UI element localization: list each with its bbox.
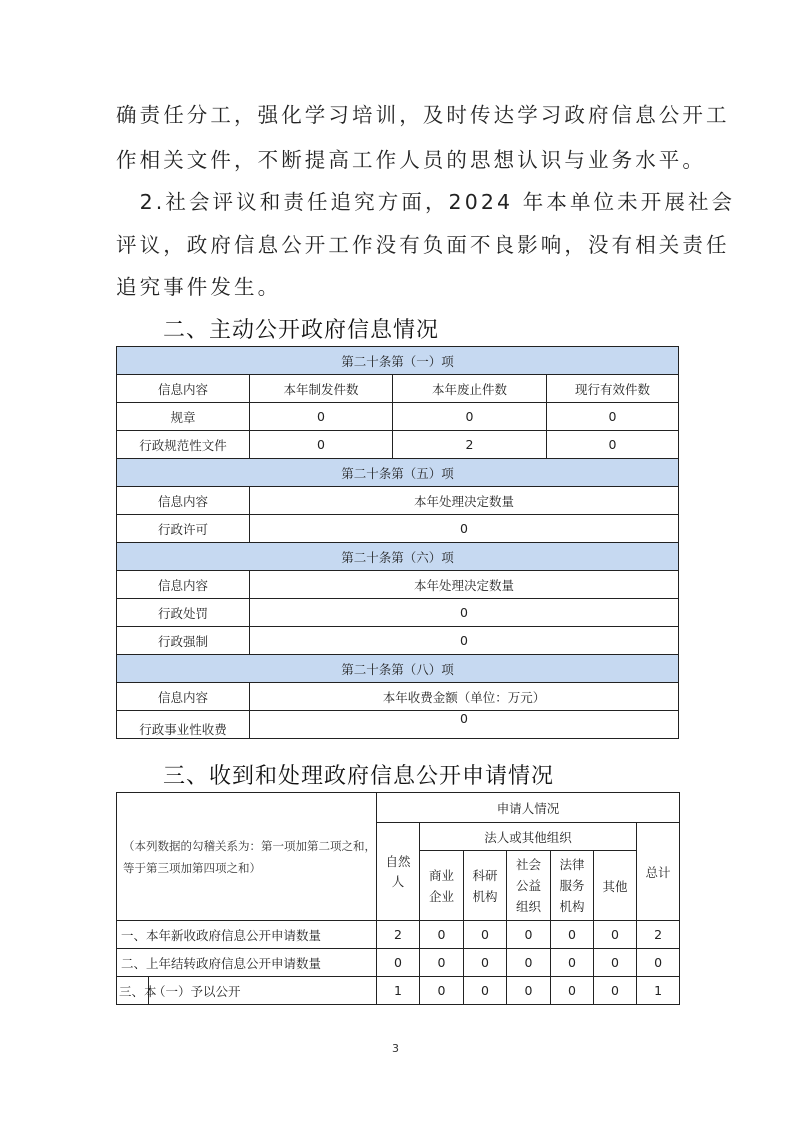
body-line-4: 评议，政府信息公开工作没有负面不良影响，没有相关责任: [116, 233, 730, 257]
table-row: [117, 977, 680, 1005]
org-type-header: 其他: [594, 851, 637, 921]
cell-value: 0: [250, 403, 393, 431]
applicant-header: 申请人情况: [377, 793, 680, 823]
table-row: [117, 949, 680, 977]
cell-value: 0: [547, 403, 679, 431]
org-type-header: [551, 851, 594, 921]
org-type-header: [464, 851, 507, 921]
table-row: [117, 711, 679, 739]
body-line-5: 追究事件发生。: [116, 275, 282, 299]
header-cell: 信息内容: [117, 375, 250, 403]
natural-person-label: 自然人: [385, 853, 411, 889]
row-label: 二、上年结转政府信息公开申请数量: [117, 949, 377, 977]
cell-value: 1: [377, 977, 420, 1005]
table-header-row: [117, 571, 679, 599]
org-type-label: 商业企业: [428, 867, 454, 904]
table-header-row: [117, 375, 679, 403]
cell-value: 0: [551, 949, 594, 977]
cell-value: 0: [551, 921, 594, 949]
cell-value: 0: [250, 515, 679, 543]
page-number: 3: [392, 1042, 399, 1055]
cell-value: 0: [594, 977, 637, 1005]
natural-person-header: [377, 823, 420, 921]
proactive-disclosure-table: [116, 346, 679, 739]
row-label: 行政规范性文件: [117, 431, 250, 459]
body-line-1: 确责任分工，强化学习培训，及时传达学习政府信息公开工: [116, 103, 730, 127]
row-label-prefix: 三、本: [117, 977, 149, 1005]
row-label: 一、本年新收政府信息公开申请数量: [117, 921, 377, 949]
cell-value: 1: [637, 977, 680, 1005]
cell-value: 0: [420, 921, 464, 949]
band-article20-6: 第二十条第（六）项: [117, 543, 679, 571]
table-header-row: [117, 683, 679, 711]
cell-value: 2: [393, 431, 547, 459]
header-cell: 本年处理决定数量: [250, 571, 679, 599]
cell-value: 0: [507, 921, 551, 949]
application-handling-table: [116, 792, 680, 1005]
cell-value: 0: [464, 949, 507, 977]
cell-value: 0: [420, 949, 464, 977]
body-line-2: 作相关文件，不断提高工作人员的思想认识与业务水平。: [116, 148, 706, 172]
cell-value: 2: [637, 921, 680, 949]
cell-value: 0: [551, 977, 594, 1005]
table-row: [117, 515, 679, 543]
cell-value: 0: [464, 921, 507, 949]
cell-value: 0: [250, 711, 679, 739]
cell-value: 0: [420, 977, 464, 1005]
cell-value: 0: [547, 431, 679, 459]
row-label: 行政处罚: [117, 599, 250, 627]
row-label: 规章: [117, 403, 250, 431]
header-cell: 信息内容: [117, 683, 250, 711]
cell-value: 0: [250, 431, 393, 459]
cell-value: 0: [594, 921, 637, 949]
section2-heading: 二、主动公开政府信息情况: [163, 318, 440, 343]
band-article20-1: 第二十条第（一）项: [117, 347, 679, 375]
legal-org-header: 法人或其他组织: [420, 823, 637, 851]
cell-value: 0: [464, 977, 507, 1005]
cell-value: 2: [377, 921, 420, 949]
row-label: 行政事业性收费: [117, 711, 250, 739]
table-row: [117, 403, 679, 431]
table-row: [117, 599, 679, 627]
row-label: 行政许可: [117, 515, 250, 543]
cell-value: 0: [594, 949, 637, 977]
org-type-label: 科研机构: [472, 867, 498, 904]
header-cell: 信息内容: [117, 571, 250, 599]
cell-value: 0: [250, 627, 679, 655]
org-type-label: 法律服务机构: [559, 857, 585, 914]
total-header: 总计: [637, 823, 680, 921]
band-article20-8: 第二十条第（八）项: [117, 655, 679, 683]
org-type-header: [420, 851, 464, 921]
table-row: [117, 431, 679, 459]
header-cell: 本年废止件数: [393, 375, 547, 403]
table-header-row: [117, 487, 679, 515]
header-cell: 本年制发件数: [250, 375, 393, 403]
cell-value: 0: [507, 977, 551, 1005]
body-line-3: 2.社会评议和责任追究方面，2024 年本单位未开展社会: [116, 190, 736, 214]
header-cell: 本年处理决定数量: [250, 487, 679, 515]
section3-heading: 三、收到和处理政府信息公开申请情况: [163, 764, 555, 789]
band-article20-5: 第二十条第（五）项: [117, 459, 679, 487]
org-type-label: 社会公益组织: [515, 857, 541, 914]
row-label: （一）予以公开: [149, 977, 377, 1005]
cell-value: 0: [507, 949, 551, 977]
cell-value: 0: [637, 949, 680, 977]
table-row: [117, 921, 680, 949]
table-row: [117, 627, 679, 655]
header-cell: 现行有效件数: [547, 375, 679, 403]
header-cell: 信息内容: [117, 487, 250, 515]
cell-value: 0: [377, 949, 420, 977]
cell-value: 0: [393, 403, 547, 431]
reconciliation-note: （本列数据的勾稽关系为：第一项加第二项之和，等于第三项加第四项之和）: [117, 793, 377, 921]
cell-value: 0: [250, 599, 679, 627]
org-type-header: [507, 851, 551, 921]
header-cell: 本年收费金额（单位：万元）: [250, 683, 679, 711]
row-label: 行政强制: [117, 627, 250, 655]
